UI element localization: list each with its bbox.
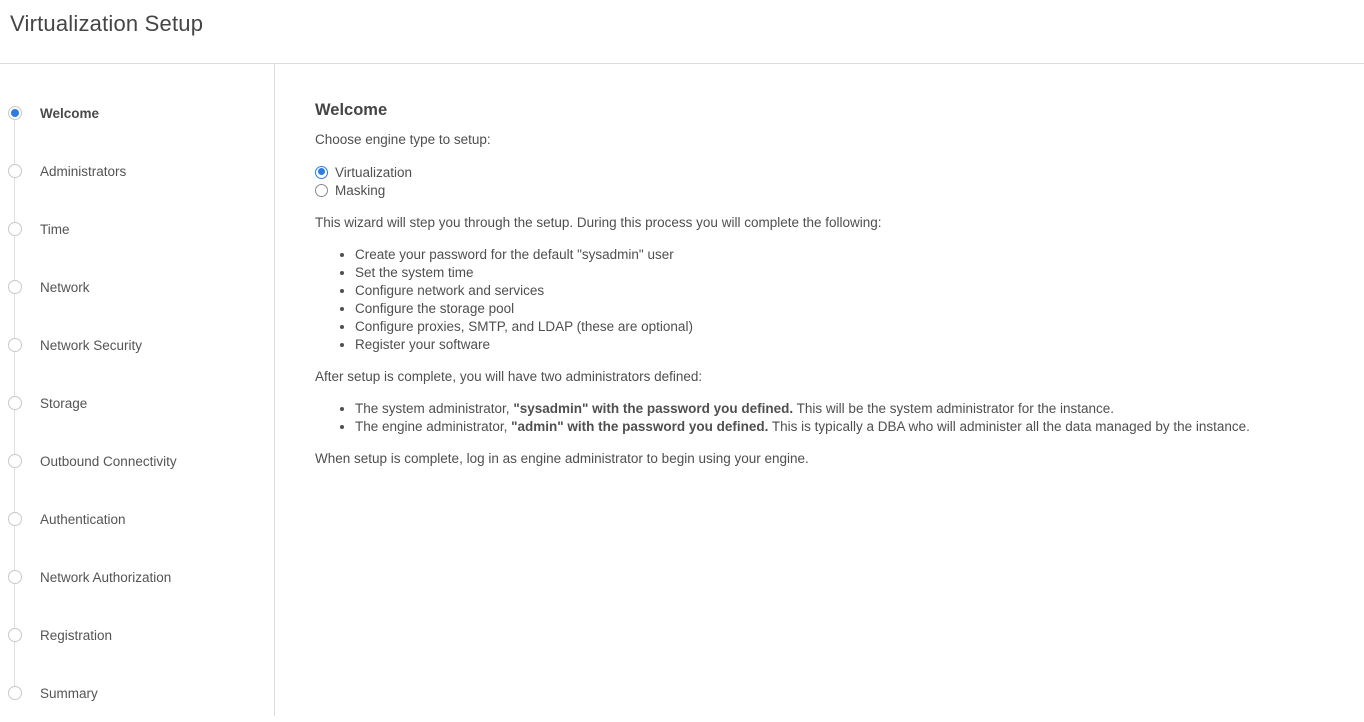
- step-radio-icon: [8, 628, 22, 642]
- wizard-step-item[interactable]: [0, 84, 274, 142]
- step-radio-icon: [8, 396, 22, 410]
- wizard-step-item[interactable]: [0, 548, 274, 606]
- admin-item-bold: "admin" with the password you defined.: [511, 419, 769, 434]
- engine-type-option[interactable]: [315, 163, 1324, 181]
- setup-task-item: • Configure network and services: [355, 282, 1324, 300]
- wizard-step-item[interactable]: [0, 606, 274, 664]
- engine-type-option[interactable]: [315, 181, 1324, 199]
- step-radio-icon: [8, 222, 22, 236]
- administrator-item: [355, 418, 1324, 436]
- radio-button-icon[interactable]: [315, 166, 328, 179]
- wizard-step-item[interactable]: [0, 200, 274, 258]
- step-label: Network Authorization: [40, 569, 172, 585]
- administrator-list: [315, 400, 1324, 436]
- step-radio-icon: [8, 106, 22, 120]
- setup-task-item: • Create your password for the default "sysadmin" user: [355, 246, 1324, 264]
- step-label: Outbound Connectivity: [40, 453, 177, 469]
- wizard-step-item[interactable]: [0, 374, 274, 432]
- step-label: Administrators: [40, 163, 127, 179]
- engine-type-option-label: Masking: [335, 182, 386, 198]
- admin-item-prefix: The system administrator,: [355, 401, 514, 416]
- page-header: [0, 0, 1364, 64]
- step-label: Welcome: [40, 105, 100, 121]
- step-radio-icon: [8, 512, 22, 526]
- content-heading: Welcome: [315, 101, 388, 119]
- wizard-step-item[interactable]: [0, 142, 274, 200]
- wizard-content-panel: [275, 64, 1364, 716]
- wizard-step-sidebar: [0, 64, 275, 716]
- step-radio-icon: [8, 280, 22, 294]
- step-label: Summary: [40, 685, 98, 701]
- wizard-step-item[interactable]: [0, 490, 274, 548]
- wizard-step-item[interactable]: [0, 316, 274, 374]
- step-radio-icon: [8, 686, 22, 700]
- admin-item-suffix: This is typically a DBA who will administer all the data managed by the instance.: [768, 419, 1250, 434]
- step-label: Registration: [40, 627, 113, 643]
- step-label: Time: [40, 221, 70, 237]
- step-radio-icon: [8, 164, 22, 178]
- wizard-step-item[interactable]: [0, 664, 274, 722]
- setup-task-item: • Register your software: [355, 336, 1324, 354]
- wizard-step-item[interactable]: [0, 258, 274, 316]
- engine-type-radio-group: [315, 163, 1324, 199]
- setup-task-item: • Set the system time: [355, 264, 1324, 282]
- page-title: Virtualization Setup: [10, 11, 204, 36]
- step-label: Authentication: [40, 511, 126, 527]
- step-label: Network: [40, 279, 90, 295]
- admins-intro-text: After setup is complete, you will have two administrators defined:: [315, 369, 703, 384]
- step-label: Storage: [40, 395, 88, 411]
- admin-item-bold: "sysadmin" with the password you defined.: [513, 401, 794, 416]
- wizard-stepper: [0, 64, 274, 722]
- setup-task-list: [315, 246, 1324, 354]
- wizard-step-item[interactable]: [0, 432, 274, 490]
- main-layout: [0, 64, 1364, 716]
- completion-note-text: When setup is complete, log in as engine administrator to begin using your engine.: [315, 451, 809, 466]
- choose-engine-label: Choose engine type to setup:: [315, 132, 491, 147]
- radio-button-icon[interactable]: [315, 184, 328, 197]
- admin-item-suffix: This will be the system administrator for the instance.: [793, 401, 1115, 416]
- step-label: Network Security: [40, 337, 143, 353]
- step-radio-icon: [8, 338, 22, 352]
- step-radio-icon: [8, 454, 22, 468]
- setup-task-item: • Configure proxies, SMTP, and LDAP (these are optional): [355, 318, 1324, 336]
- admin-item-prefix: The engine administrator,: [355, 419, 512, 434]
- administrator-item: [355, 400, 1324, 418]
- wizard-intro-text: This wizard will step you through the setup. During this process you will complete the following:: [315, 215, 882, 230]
- setup-task-item: • Configure the storage pool: [355, 300, 1324, 318]
- engine-type-option-label: Virtualization: [335, 164, 413, 180]
- step-radio-icon: [8, 570, 22, 584]
